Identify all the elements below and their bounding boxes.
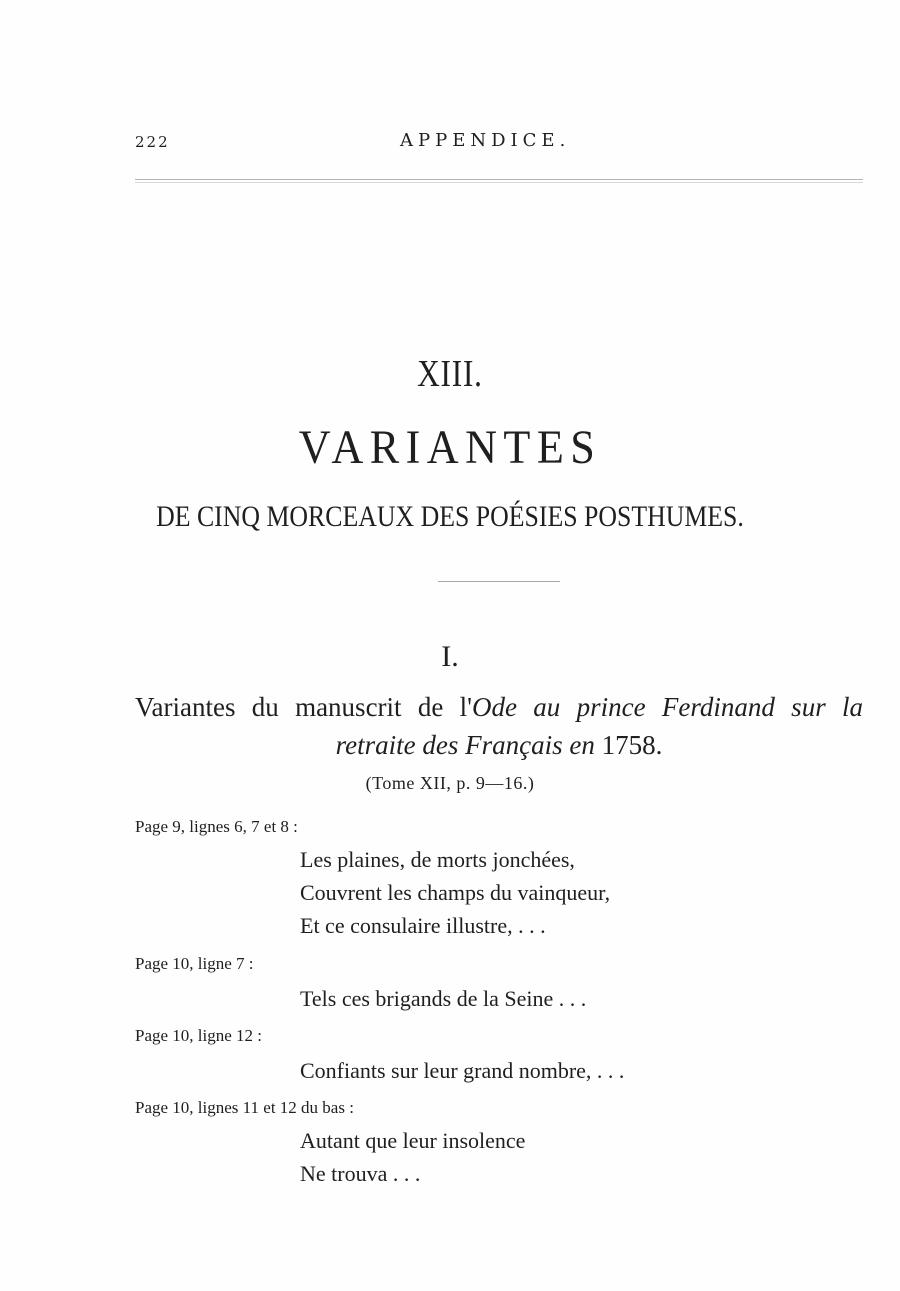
header-rule: [135, 179, 863, 180]
section-title-italic: Ode au prince Ferdinand sur la retraite des Français en: [335, 692, 864, 760]
section-divider: [438, 581, 560, 582]
section-reference: (Tome XII, p. 9—16.): [365, 773, 535, 793]
page-number: 222: [135, 133, 170, 151]
section-title-year: 1758.: [601, 730, 663, 760]
chapter-numeral: XIII.: [417, 353, 483, 395]
section-number: I.: [441, 640, 459, 673]
verse-line: Autant que leur insolence: [300, 1128, 526, 1153]
section-title: [135, 688, 863, 764]
entry-1-ref: Page 9, lignes 6, 7 et 8 :: [135, 817, 298, 836]
entry-3-verse: [300, 1054, 624, 1087]
section-title-plain: Variantes du manuscrit de l': [135, 692, 473, 722]
entry-1-verse: [300, 843, 610, 942]
entry-4-ref: Page 10, lignes 11 et 12 du bas :: [135, 1098, 354, 1117]
verse-line: Couvrent les champs du vainqueur,: [300, 880, 611, 905]
entry-2-verse: [300, 982, 586, 1015]
running-head: APPENDICE.: [400, 130, 571, 151]
entry-3-ref: Page 10, ligne 12 :: [135, 1026, 263, 1045]
verse-line: Ne trouva . . .: [300, 1161, 421, 1186]
entry-4-verse: [300, 1124, 525, 1190]
verse-line: Les plaines, de morts jonchées,: [300, 847, 575, 872]
entry-2-ref: Page 10, ligne 7 :: [135, 954, 254, 973]
verse-line: Confiants sur leur grand nombre, . . .: [300, 1058, 625, 1083]
verse-line: Et ce consulaire illustre, . . .: [300, 913, 546, 938]
verse-line: Tels ces brigands de la Seine . . .: [300, 986, 587, 1011]
chapter-title: VARIANTES: [298, 421, 602, 474]
header-rule-secondary: [135, 182, 863, 183]
chapter-subtitle: DE CINQ MORCEAUX DES POÉSIES POSTHUMES.: [156, 500, 744, 533]
